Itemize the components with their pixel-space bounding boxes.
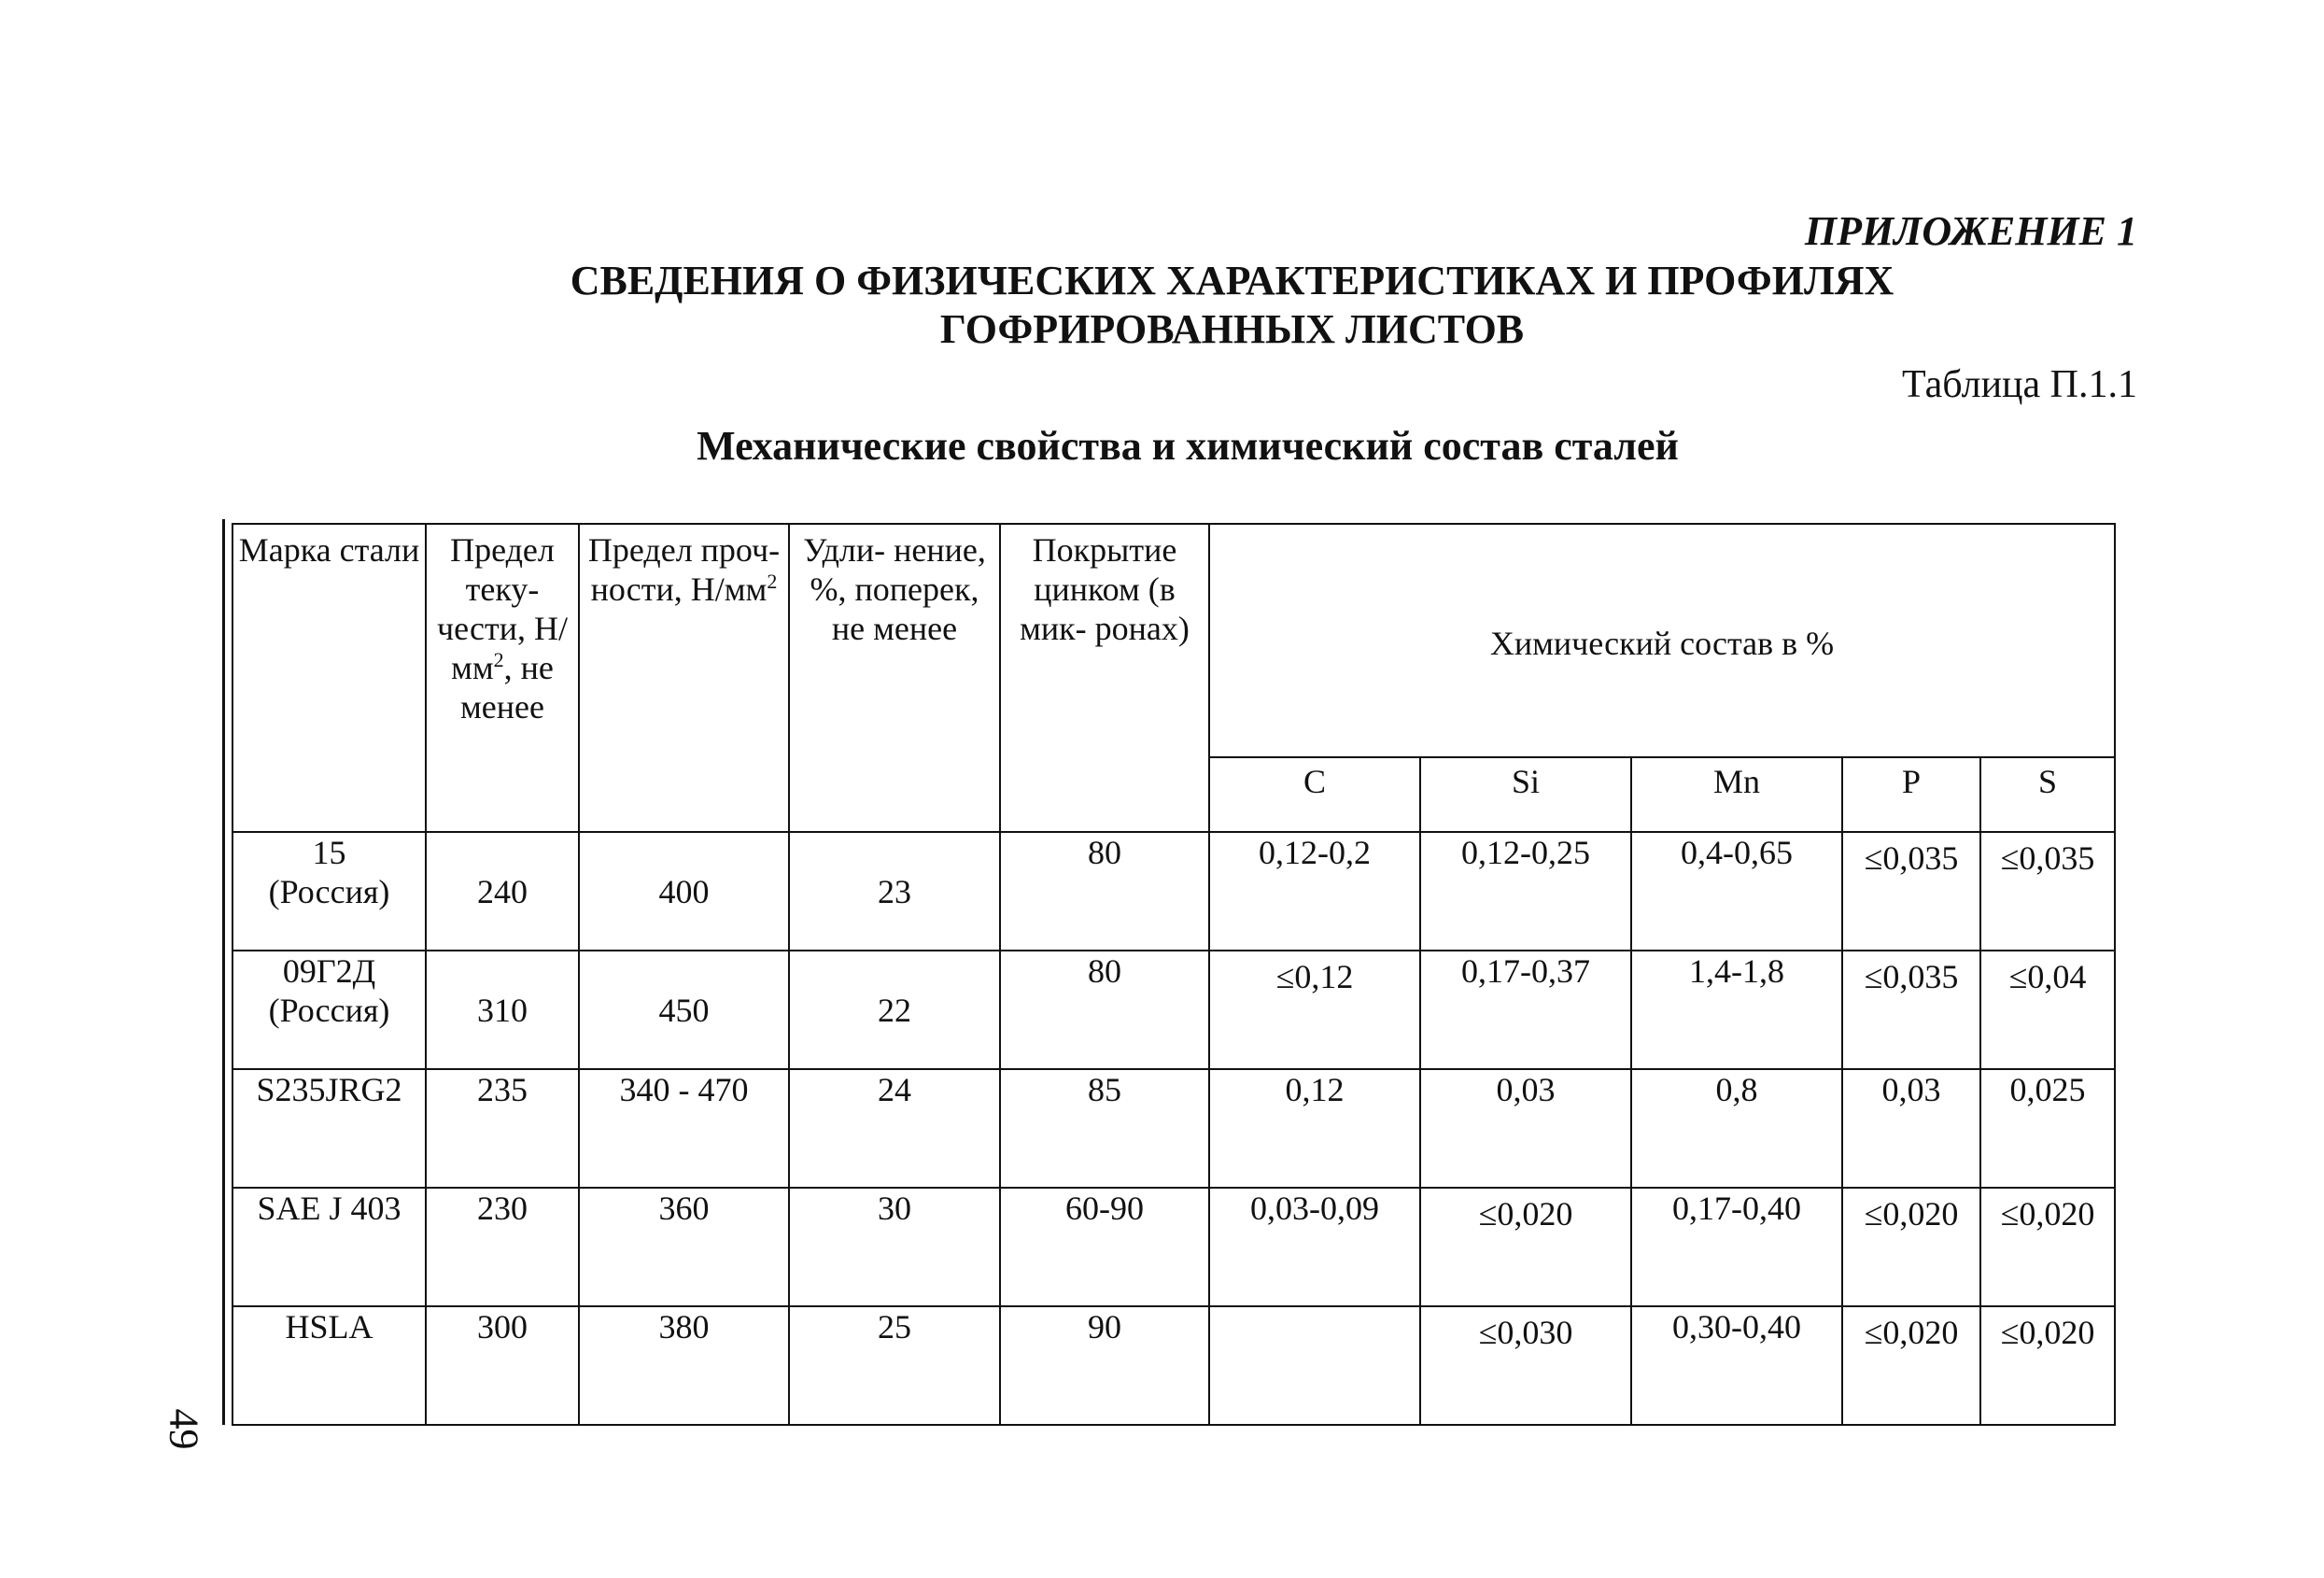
title-line-2: ГОФРИРОВАННЫХ ЛИСТОВ (939, 306, 1525, 352)
cell-elongation (789, 832, 1000, 951)
cell-c: 0,12-0,2 (1209, 832, 1420, 951)
left-margin-rule (222, 519, 225, 1425)
appendix-label: ПРИЛОЖЕНИЕ 1 (1804, 208, 2137, 254)
cell-s (1980, 951, 2115, 1069)
cell-mn: 1,4-1,8 (1631, 951, 1842, 1069)
cell-strength: 360 (579, 1188, 789, 1306)
cell-yield: 300 (426, 1306, 579, 1425)
cell-c: 0,03-0,09 (1209, 1188, 1420, 1306)
s-value: ≤0,04 (2008, 958, 2087, 995)
cell-grade (232, 832, 426, 951)
header-si: Si (1420, 757, 1631, 832)
p-value: ≤0,020 (1864, 1195, 1959, 1233)
cell-si (1420, 1306, 1631, 1425)
header-mn: Mn (1631, 757, 1842, 832)
header-strength (579, 524, 789, 832)
cell-strength: 340 - 470 (579, 1069, 789, 1188)
yield-value: 310 (477, 992, 528, 1029)
cell-grade: HSLA (232, 1306, 426, 1425)
cell-grade: S235JRG2 (232, 1069, 426, 1188)
cell-yield: 230 (426, 1188, 579, 1306)
s-value: ≤0,020 (2000, 1195, 2095, 1233)
cell-s: 0,025 (1980, 1069, 2115, 1188)
grade-line-2: (Россия) (268, 992, 390, 1029)
cell-strength (579, 832, 789, 951)
cell-si (1420, 1188, 1631, 1306)
yield-value: 240 (477, 873, 528, 910)
table-number: Таблица П.1.1 (1902, 363, 2137, 406)
cell-p (1842, 1188, 1980, 1306)
s-value: ≤0,035 (2000, 839, 2095, 877)
cell-strength: 380 (579, 1306, 789, 1425)
cell-yield (426, 832, 579, 951)
cell-zinc: 80 (1000, 951, 1209, 1069)
cell-elongation (789, 951, 1000, 1069)
header-chemical-composition: Химический состав в % (1209, 524, 2115, 757)
elongation-value: 22 (878, 992, 911, 1029)
cell-grade: SAE J 403 (232, 1188, 426, 1306)
cell-yield: 235 (426, 1069, 579, 1188)
s-value: ≤0,020 (2000, 1314, 2095, 1351)
header-p: P (1842, 757, 1980, 832)
strength-value: 400 (658, 873, 710, 910)
header-yield-sup: 2 (493, 648, 504, 671)
cell-p (1842, 951, 1980, 1069)
table-row (232, 1306, 2115, 1425)
p-value: ≤0,035 (1864, 958, 1959, 995)
c-value: ≤0,12 (1275, 958, 1354, 995)
cell-p (1842, 832, 1980, 951)
document-title (0, 257, 2324, 354)
cell-mn: 0,30-0,40 (1631, 1306, 1842, 1425)
header-yield (426, 524, 579, 832)
strength-value: 450 (658, 992, 710, 1029)
cell-zinc: 60-90 (1000, 1188, 1209, 1306)
grade-line-1: 15 (312, 834, 346, 871)
cell-s (1980, 1188, 2115, 1306)
cell-mn: 0,8 (1631, 1069, 1842, 1188)
header-c: C (1209, 757, 1420, 832)
table-row (232, 1188, 2115, 1306)
cell-p (1842, 1306, 1980, 1425)
cell-yield (426, 951, 579, 1069)
header-grade: Марка стали (232, 524, 426, 832)
cell-p: 0,03 (1842, 1069, 1980, 1188)
elongation-value: 23 (878, 873, 911, 910)
cell-c: 0,12 (1209, 1069, 1420, 1188)
cell-si: 0,12-0,25 (1420, 832, 1631, 951)
cell-grade (232, 951, 426, 1069)
cell-s (1980, 1306, 2115, 1425)
cell-elongation: 30 (789, 1188, 1000, 1306)
cell-si: 0,17-0,37 (1420, 951, 1631, 1069)
cell-zinc: 90 (1000, 1306, 1209, 1425)
table-row (232, 832, 2115, 951)
table-row (232, 1069, 2115, 1188)
header-strength-sup: 2 (767, 570, 778, 593)
cell-c (1209, 951, 1420, 1069)
cell-c (1209, 1306, 1420, 1425)
p-value: ≤0,020 (1864, 1314, 1959, 1351)
header-s: S (1980, 757, 2115, 832)
header-strength-text: Предел проч- ности, Н/мм (587, 531, 781, 608)
cell-mn: 0,17-0,40 (1631, 1188, 1842, 1306)
header-yield-tail: , не менее (460, 649, 554, 726)
header-yield-text: Предел теку- чести, Н/мм (437, 531, 568, 686)
page-number: 49 (161, 1408, 207, 1450)
table-row (232, 951, 2115, 1069)
cell-elongation: 24 (789, 1069, 1000, 1188)
steel-properties-table (232, 523, 2116, 1426)
cell-elongation: 25 (789, 1306, 1000, 1425)
grade-line-2: (Россия) (268, 873, 390, 910)
cell-zinc: 85 (1000, 1069, 1209, 1188)
table-title: Механические свойства и химический состав сталей (697, 423, 1679, 469)
header-zinc: Покрытие цинком (в мик- ронах) (1000, 524, 1209, 832)
si-value: ≤0,030 (1478, 1314, 1573, 1351)
grade-line-1: 09Г2Д (282, 952, 376, 990)
p-value: ≤0,035 (1864, 839, 1959, 877)
cell-mn: 0,4-0,65 (1631, 832, 1842, 951)
si-value: ≤0,020 (1478, 1195, 1573, 1233)
cell-zinc: 80 (1000, 832, 1209, 951)
header-row (232, 524, 2115, 757)
header-elongation: Удли- нение, %, поперек, не менее (789, 524, 1000, 832)
title-line-1: СВЕДЕНИЯ О ФИЗИЧЕСКИХ ХАРАКТЕРИСТИКАХ И ПРОФИЛЯХ (570, 258, 1894, 303)
cell-s (1980, 832, 2115, 951)
cell-si: 0,03 (1420, 1069, 1631, 1188)
cell-strength (579, 951, 789, 1069)
